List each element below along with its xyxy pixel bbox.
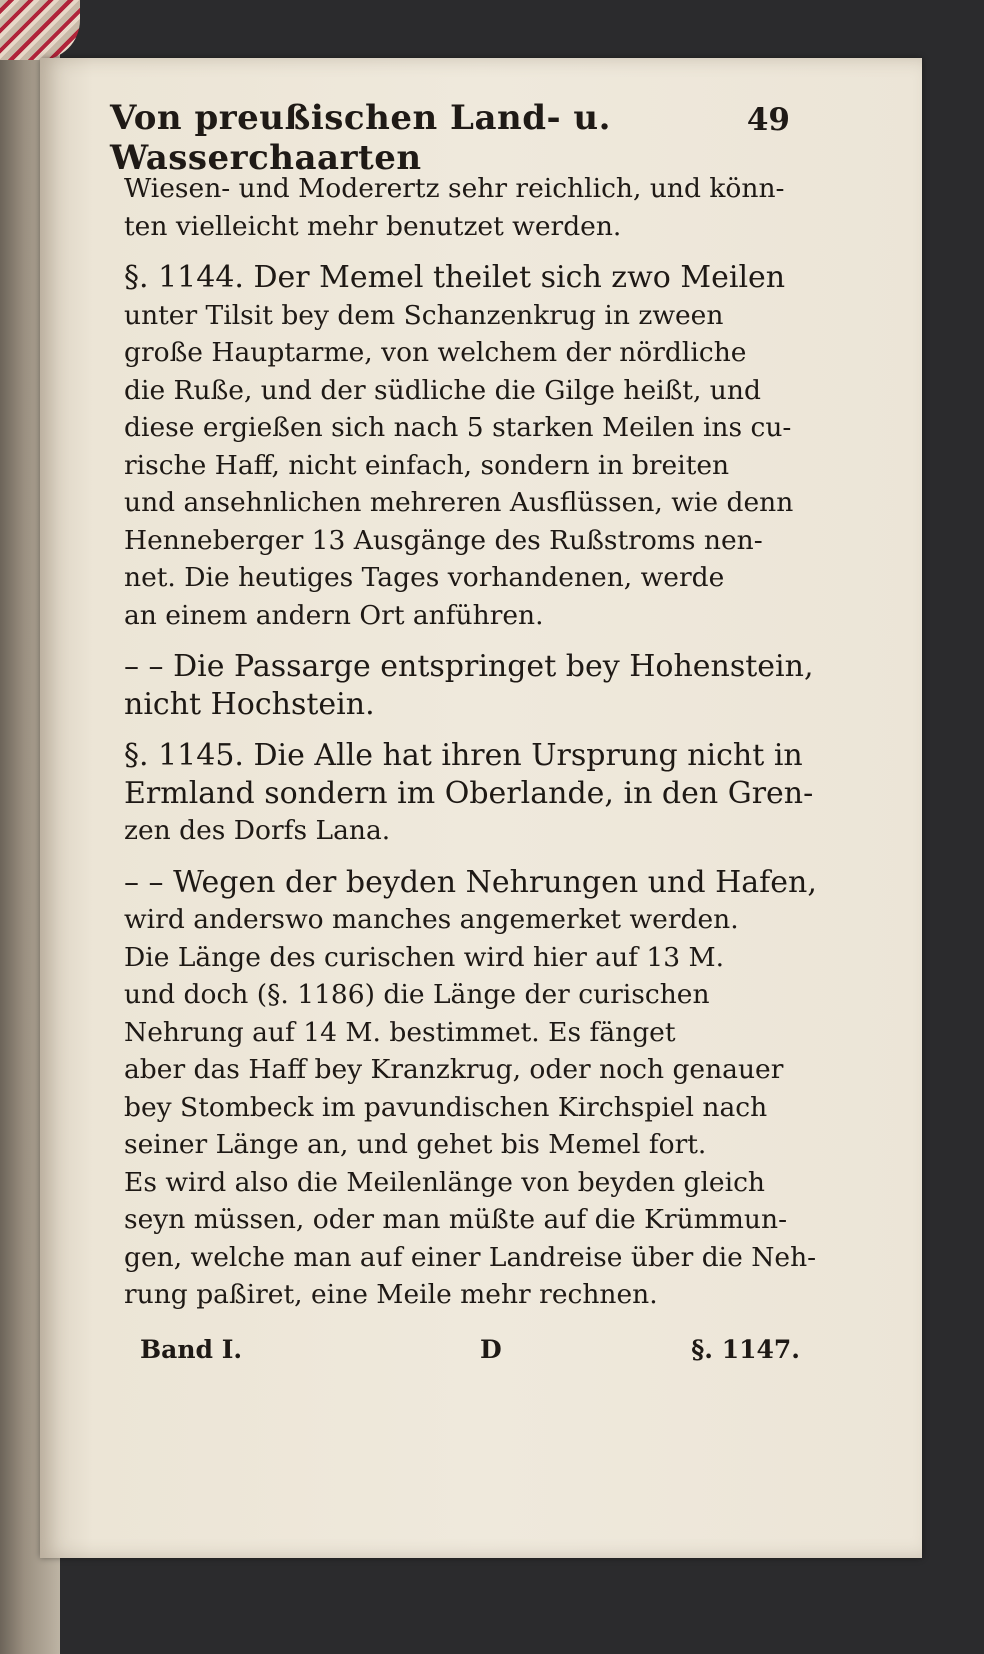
bookmark-ribbon	[0, 0, 80, 60]
text-line: zen des Dorfs Lana.	[124, 815, 391, 846]
text-line: seiner Länge an, und gehet bis Memel fort.	[124, 1129, 707, 1160]
text-line: Die Länge des curischen wird hier auf 13 M.	[124, 941, 725, 973]
text-line: diese ergießen sich nach 5 starken Meilen ins cu-	[124, 412, 792, 443]
text-line: – – Die Passarge entspringet bey Hohenstein,	[124, 649, 814, 684]
text-line: gen, welche man auf einer Landreise über die Neh-	[124, 1241, 817, 1273]
catchword: §. 1147.	[691, 1335, 800, 1364]
paragraph-1145	[124, 737, 814, 850]
text-line: nicht Hochstein.	[124, 686, 375, 722]
text-line: an einem andern Ort anführen.	[124, 599, 544, 631]
text-line: unter Tilsit bey dem Schanzenkrug in zween	[124, 299, 724, 331]
signature-mark: D	[480, 1335, 502, 1364]
page-number: 49	[746, 102, 790, 138]
text-line: §. 1145. Die Alle hat ihren Ursprung nicht in	[124, 738, 803, 773]
running-header	[110, 98, 790, 178]
text-line: rische Haff, nicht einfach, sondern in breiten	[124, 449, 730, 481]
text-line: und ansehnlichen mehreren Ausflüssen, wie denn	[124, 487, 794, 518]
paragraph-1144	[124, 259, 794, 634]
text-line: Es wird also die Meilenlänge von beyden gleich	[124, 1166, 765, 1198]
page-footer	[140, 1335, 800, 1375]
text-line: net. Die heutiges Tages vorhandenen, werde	[124, 562, 725, 593]
text-line: ten vielleicht mehr benutzet werden.	[124, 210, 622, 242]
paragraph-passarge	[124, 648, 814, 723]
text-line: Henneberger 13 Ausgänge des Rußstroms nen-	[124, 524, 763, 556]
text-line: bey Stombeck im pavundischen Kirchspiel nach	[124, 1091, 768, 1123]
volume-label: Band I.	[140, 1335, 243, 1364]
text-line: – – Wegen der beyden Nehrungen und Hafen,	[124, 864, 817, 900]
text-line: die Ruße, und der südliche die Gilge heißt, und	[124, 374, 761, 406]
text-line: und doch (§. 1186) die Länge der curischen	[124, 979, 710, 1010]
text-line: Nehrung auf 14 M. bestimmet. Es fänget	[124, 1016, 676, 1048]
text-line: rung paßiret, eine Meile mehr rechnen.	[124, 1279, 658, 1310]
paragraph-continued	[124, 170, 794, 245]
text-line: aber das Haff bey Kranzkrug, oder noch genauer	[124, 1054, 784, 1085]
text-line: Ermland sondern im Oberlande, in den Gren-	[124, 775, 814, 811]
text-line: §. 1144. Der Memel theilet sich zwo Meilen	[124, 260, 786, 295]
text-line: große Hauptarme, von welchem der nördliche	[124, 337, 747, 368]
paragraph-nehrungen	[124, 864, 817, 1314]
header-title: Von preußischen Land- u. Wasserchaarten	[110, 98, 611, 178]
text-line: Wiesen- und Moderertz sehr reichlich, und könn-	[124, 173, 785, 204]
text-line: seyn müssen, oder man müßte auf die Krümmun-	[124, 1204, 788, 1235]
page-body	[124, 170, 817, 1314]
text-line: wird anderswo manches angemerket werden.	[124, 904, 739, 935]
